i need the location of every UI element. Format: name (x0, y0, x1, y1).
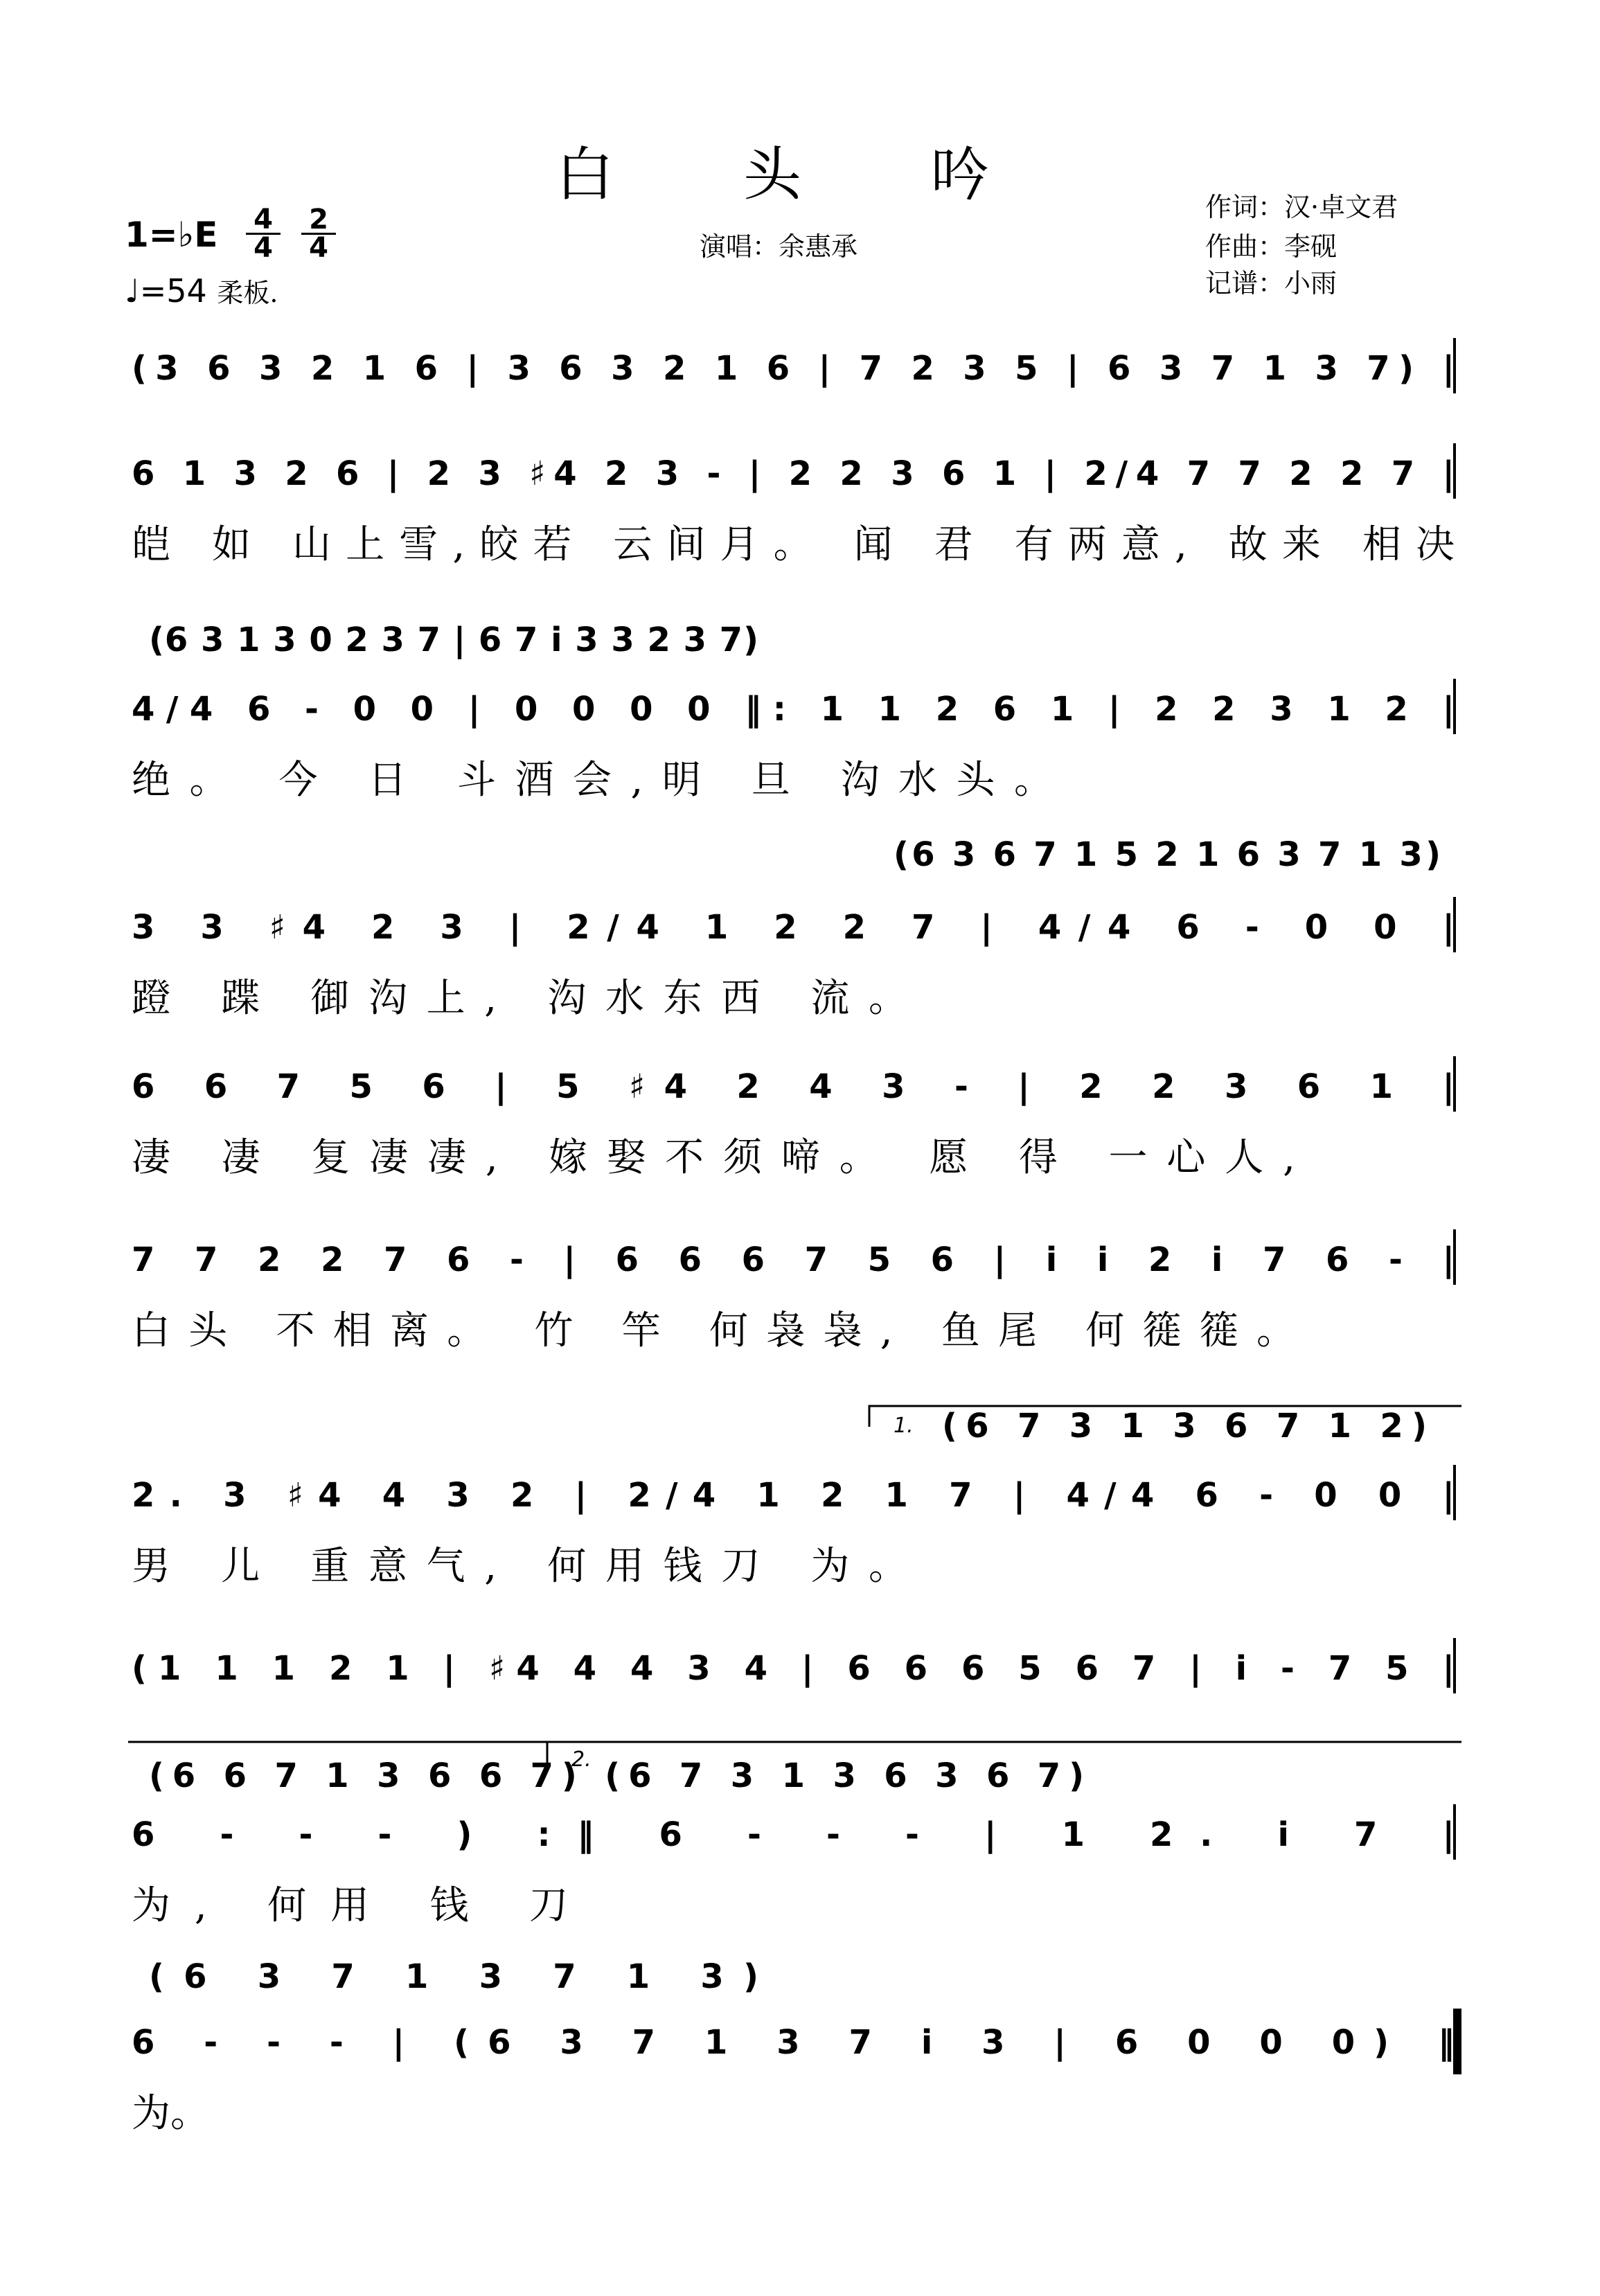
lyrics-line-14: 为。 (132, 2091, 209, 2136)
singer-credit: 演唱：余惠承 (700, 231, 858, 262)
time-sig-numerator: 2 (309, 204, 328, 235)
lyrics-line-6: 凄 凄 复凄凄, 嫁娶不须啼。 愿 得 一心人, (132, 1135, 1295, 1180)
notation-line-6: 6 6 7 5 6 | 5 ♯4 2 4 3 - | 2 2 3 6 1 | (132, 1067, 1455, 1106)
composer-credit: 作曲：李砚 (1205, 231, 1337, 262)
lyrics-line-7: 白头 不相离。 竹 竿 何袅袅, 鱼尾 何簁簁。 (132, 1308, 1295, 1353)
notation-line-13: (6 3 7 1 3 7 1 3) (149, 1957, 758, 1996)
score-lines (132, 338, 1455, 2136)
first-ending-label: 1. (894, 1414, 914, 1438)
lyrics-line-1: 皑 如 山上雪,皎若 云间月。 闻 君 有两意, 故来 相决 (132, 522, 1455, 567)
transcriber-credit: 记谱：小雨 (1205, 268, 1337, 299)
notation-line-14: 6 - - - | (6 3 7 1 3 7 i 3 | 6 0 0 0) ‖ (132, 2023, 1455, 2062)
time-sig-denominator: 4 (246, 233, 281, 261)
lyricist-credit: 作词：汉·卓文君 (1205, 192, 1398, 222)
time-sig-denominator: 4 (301, 233, 336, 261)
lyrics-line-9: 男 儿 重意气, 何用钱刀 为。 (132, 1544, 907, 1589)
notation-line-9: 2. 3 ♯4 4 3 2 | 2/4 1 2 1 7 | 4/4 6 - 0 0 | (132, 1476, 1455, 1515)
notation-line-5: 3 3 ♯4 2 3 | 2/4 1 2 2 7 | 4/4 6 - 0 0 | (132, 908, 1455, 947)
second-ending-label: 2. (571, 1747, 592, 1772)
page-title: 白 头 吟 (555, 141, 1045, 208)
lyrics-line-12: 为, 何用 钱 刀 (132, 1883, 568, 1928)
notation-line-3: 4/4 6 - 0 0 | 0 0 0 0 ‖: 1 1 2 6 1 | 2 2 3 1 2 | (132, 690, 1455, 729)
first-ending-bracket (869, 1406, 1461, 1427)
notation-line-7: 7 7 2 2 7 6 - | 6 6 6 7 5 6 | i i 2 i 7 6 - | (132, 1240, 1455, 1279)
lyrics-line-3: 绝。 今 日 斗酒会,明 旦 沟水头。 (132, 758, 1054, 803)
notation-line-2: (6 3 1 3 0 2 3 7 | 6 7 i 3 3 2 3 7) (149, 621, 758, 659)
tempo-value: ♩=54 (125, 272, 207, 310)
time-sig-numerator: 4 (254, 204, 273, 235)
notation-line-11: (6 6 7 1 3 6 6 7) (6 7 3 1 3 6 3 6 7) (149, 1756, 1085, 1795)
tempo-text: 柔板. (217, 278, 278, 308)
notation-line-12: 6 - - - ) :‖ 6 - - - | 1 2. i 7 | (132, 1815, 1455, 1854)
notation-line-4: (6 3 6 7 1 5 2 1 6 3 7 1 3) (894, 835, 1441, 874)
notation-line-8: (6 7 3 1 3 6 7 1 2) (942, 1407, 1427, 1445)
notation-line-0: (3 6 3 2 1 6 | 3 6 3 2 1 6 | 7 2 3 5 | 6 3 7 1 3 7) | (132, 349, 1455, 388)
notation-line-1: 6 1 3 2 6 | 2 3 ♯4 2 3 - | 2 2 3 6 1 | 2/4 7 7 2 2 7 | (132, 454, 1455, 493)
lyrics-line-5: 蹬 蹀 御沟上, 沟水东西 流。 (132, 976, 907, 1021)
key-signature: 1=♭E (125, 215, 218, 255)
notation-line-10: (1 1 1 2 1 | ♯4 4 4 3 4 | 6 6 6 5 6 7 | i - 7 5 | (132, 1649, 1455, 1688)
